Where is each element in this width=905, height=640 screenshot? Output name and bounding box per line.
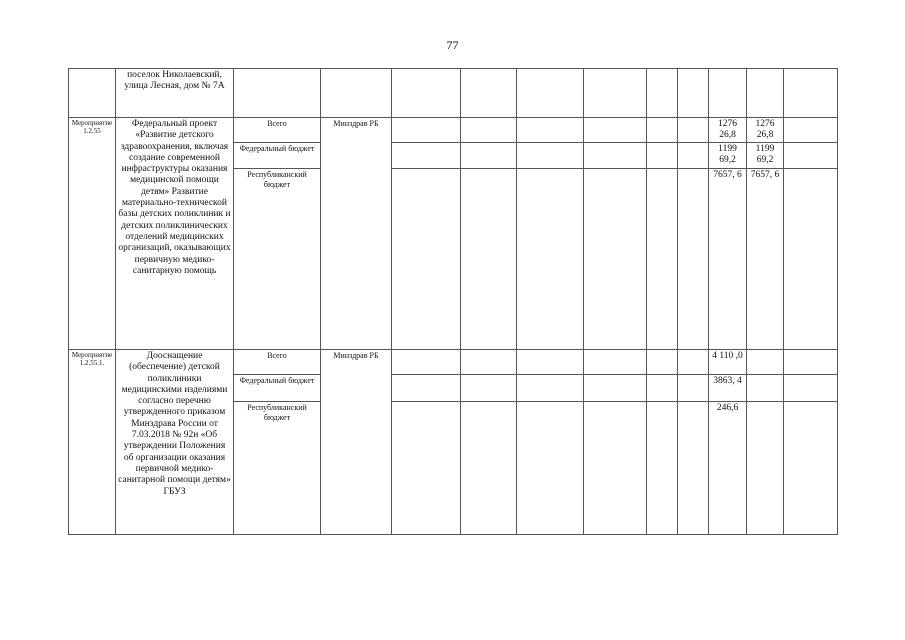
- table-row: [69, 69, 838, 118]
- empty-cell: [517, 69, 584, 118]
- table-row: [69, 350, 838, 375]
- empty-cell: [517, 169, 584, 350]
- empty-cell: [784, 169, 838, 350]
- funding-source-cell: Республиканский бюджет: [234, 402, 321, 535]
- empty-cell: [584, 143, 647, 169]
- executor-cell: Минздрав РБ: [321, 118, 392, 350]
- measure-name-cell: Федеральный проект «Развитие детского здравоохранения, включая создание современной инфраструктуры оказания медицинской помощи детям» Развитие материально-технической базы детских поликлиник и детских поликлинических отделений медицинских организаций, оказывающих первичную медико-санитарную помощь: [116, 118, 234, 350]
- empty-cell: [461, 69, 517, 118]
- value-cell: 4 110 ,0: [709, 350, 747, 375]
- value-cell: 3863, 4: [709, 375, 747, 402]
- measure-name-cell: поселок Николаевский, улица Лесная, дом № 7А: [116, 69, 234, 118]
- measure-id-cell: Мероприятие 1.2.55.1.: [69, 350, 116, 535]
- empty-cell: [678, 350, 709, 375]
- executor-cell: Минздрав РБ: [321, 350, 392, 535]
- empty-cell: [678, 375, 709, 402]
- empty-cell: [392, 375, 461, 402]
- empty-cell: [678, 402, 709, 535]
- value-cell: 1199 69,2: [709, 143, 747, 169]
- empty-cell: [747, 69, 784, 118]
- value-cell: 1199 69,2: [747, 143, 784, 169]
- empty-cell: [392, 69, 461, 118]
- empty-cell: [517, 143, 584, 169]
- empty-cell: [584, 402, 647, 535]
- measure-id-cell: Мероприятие 1.2.55: [69, 118, 116, 350]
- page-number: 77: [446, 38, 459, 52]
- empty-cell: [647, 169, 678, 350]
- empty-cell: [678, 69, 709, 118]
- empty-cell: [517, 375, 584, 402]
- budget-table: [68, 68, 838, 535]
- empty-cell: [517, 402, 584, 535]
- empty-cell: [234, 69, 321, 118]
- empty-cell: [461, 143, 517, 169]
- empty-cell: [784, 402, 838, 535]
- empty-cell: [584, 375, 647, 402]
- empty-cell: [678, 169, 709, 350]
- empty-cell: [517, 350, 584, 375]
- empty-cell: [647, 402, 678, 535]
- empty-cell: [517, 118, 584, 143]
- funding-source-cell: Федеральный бюджет: [234, 375, 321, 402]
- empty-cell: [709, 69, 747, 118]
- empty-cell: [678, 143, 709, 169]
- funding-source-cell: Республиканский бюджет: [234, 169, 321, 350]
- measure-id-cell: [69, 69, 116, 118]
- empty-cell: [392, 118, 461, 143]
- value-cell: 1276 26,8: [709, 118, 747, 143]
- empty-cell: [678, 118, 709, 143]
- empty-cell: [461, 402, 517, 535]
- value-cell: 1276 26,8: [747, 118, 784, 143]
- empty-cell: [584, 350, 647, 375]
- empty-cell: [392, 350, 461, 375]
- empty-cell: [647, 375, 678, 402]
- empty-cell: [647, 118, 678, 143]
- value-cell: 7657, 6: [747, 169, 784, 350]
- funding-source-cell: Федеральный бюджет: [234, 143, 321, 169]
- empty-cell: [461, 375, 517, 402]
- empty-cell: [321, 69, 392, 118]
- empty-cell: [784, 118, 838, 143]
- value-cell: [747, 375, 784, 402]
- empty-cell: [784, 143, 838, 169]
- empty-cell: [392, 169, 461, 350]
- value-cell: 246,6: [709, 402, 747, 535]
- empty-cell: [461, 350, 517, 375]
- empty-cell: [392, 143, 461, 169]
- empty-cell: [584, 169, 647, 350]
- value-cell: 7657, 6: [709, 169, 747, 350]
- empty-cell: [392, 402, 461, 535]
- value-cell: [747, 402, 784, 535]
- empty-cell: [647, 350, 678, 375]
- funding-source-cell: Всего: [234, 350, 321, 375]
- empty-cell: [647, 143, 678, 169]
- value-cell: [747, 350, 784, 375]
- empty-cell: [647, 69, 678, 118]
- empty-cell: [461, 118, 517, 143]
- table-row: [69, 118, 838, 143]
- empty-cell: [461, 169, 517, 350]
- empty-cell: [784, 69, 838, 118]
- funding-source-cell: Всего: [234, 118, 321, 143]
- empty-cell: [784, 375, 838, 402]
- measure-name-cell: Дооснащение (обеспечение) детской поликлиники медицинскими изделиями согласно перечню утвержденного приказом Минздрава России от 7.03.2018 № 92н «Об утверждении Положения об организации оказания первичной медико-санитарной помощи детям» ГБУЗ: [116, 350, 234, 535]
- empty-cell: [784, 350, 838, 375]
- empty-cell: [584, 69, 647, 118]
- empty-cell: [584, 118, 647, 143]
